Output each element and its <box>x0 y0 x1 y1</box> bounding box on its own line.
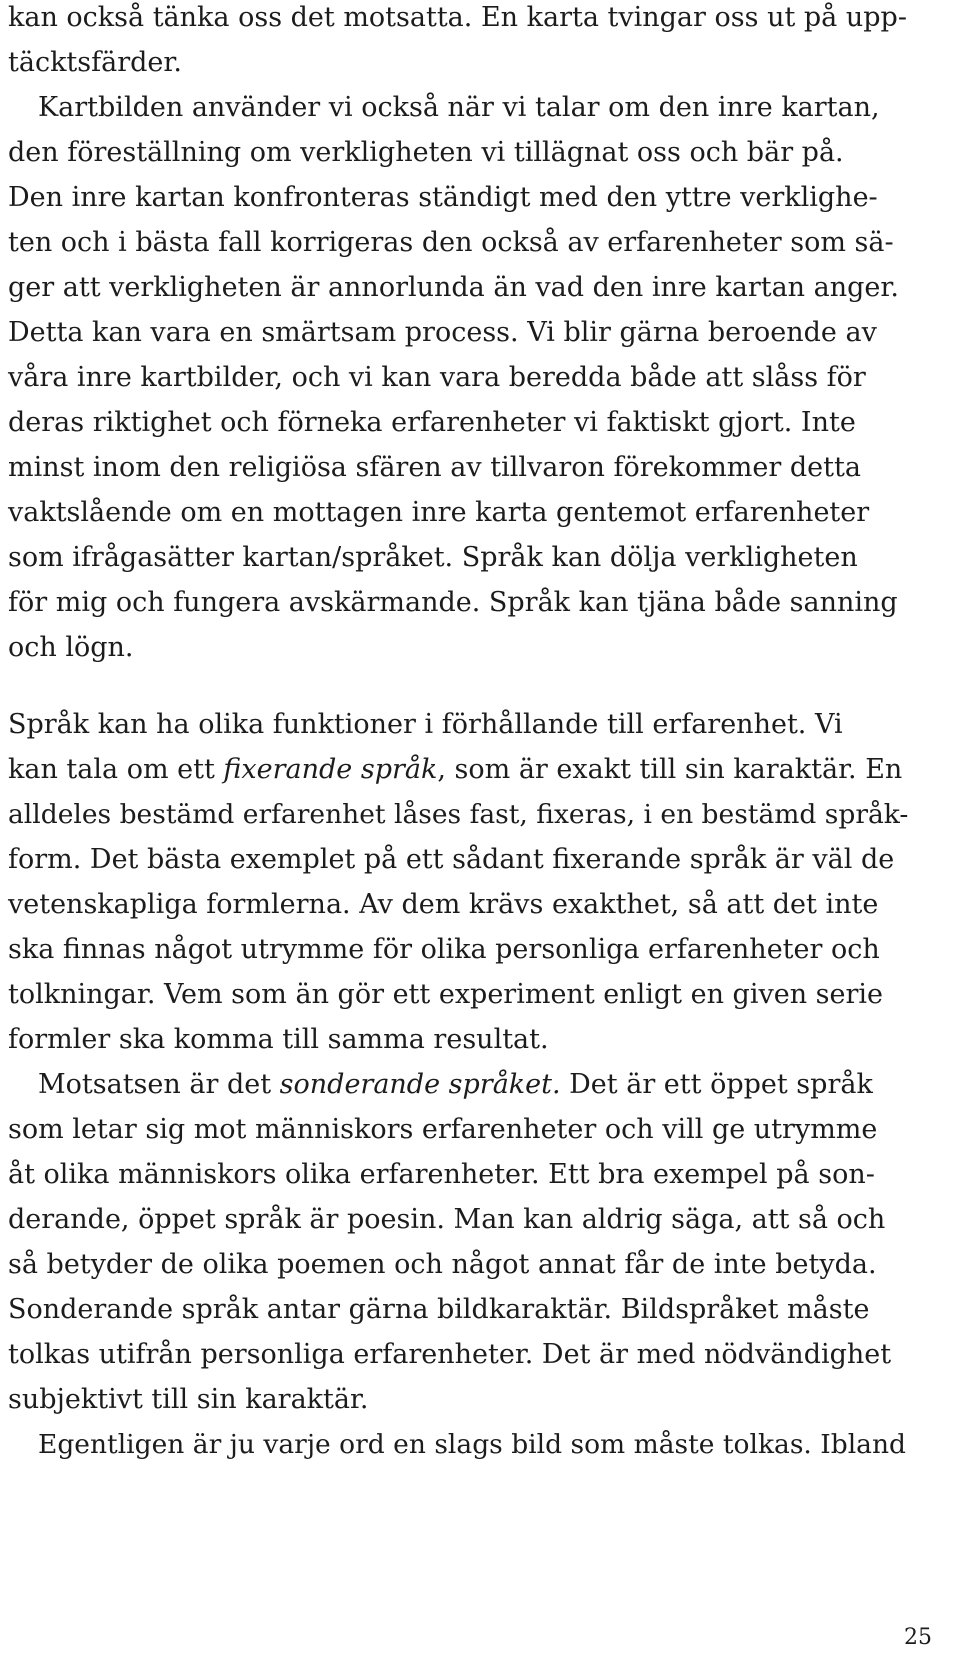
text-line: Språk kan ha olika funktioner i förhållande till erfarenhet. Vi <box>8 709 843 740</box>
text-line: våra inre kartbilder, och vi kan vara beredda både att slåss för <box>8 362 866 393</box>
text-line: åt olika människors olika erfarenheter. Ett bra exempel på son- <box>8 1159 875 1190</box>
text-line: ger att verkligheten är annorlunda än vad den inre kartan anger. <box>8 272 899 303</box>
text-line: och lögn. <box>8 632 134 663</box>
text-line: Sonderande språk antar gärna bildkaraktär. Bildspråket måste <box>8 1294 870 1325</box>
text-line: kan också tänka oss det motsatta. En karta tvingar oss ut på upp- <box>8 2 907 33</box>
text-line: deras riktighet och förneka erfarenheter vi faktiskt gjort. Inte <box>8 407 856 438</box>
text-line: derande, öppet språk är poesin. Man kan aldrig säga, att så och <box>8 1204 886 1235</box>
text-line: Detta kan vara en smärtsam process. Vi blir gärna beroende av <box>8 317 877 348</box>
text-run: Det är ett öppet språk <box>560 1069 873 1100</box>
text-line: ska finnas något utrymme för olika personliga erfarenheter och <box>8 934 880 965</box>
text-line: vetenskapliga formlerna. Av dem krävs exakthet, så att det inte <box>8 889 879 920</box>
text-run: kan tala om ett <box>8 754 224 785</box>
text-line: ten och i bästa fall korrigeras den också av erfarenheter som sä- <box>8 227 894 258</box>
text-line: Kartbilden använder vi också när vi talar om den inre kartan, <box>38 92 880 123</box>
page-number: 25 <box>904 1625 932 1650</box>
text-line: tolkas utifrån personliga erfarenheter. Det är med nödvändighet <box>8 1339 892 1370</box>
text-line: vaktslående om en mottagen inre karta gentemot erfarenheter <box>8 497 870 528</box>
text-run: , som är exakt till sin karaktär. En <box>437 754 903 785</box>
text-line: alldeles bestämd erfarenhet låses fast, fixeras, i en bestämd språk- <box>8 799 909 830</box>
text-line: som letar sig mot människors erfarenheter och vill ge utrymme <box>8 1114 878 1145</box>
text-line: för mig och fungera avskärmande. Språk kan tjäna både sanning <box>8 587 898 618</box>
text-line: täcktsfärder. <box>8 47 182 78</box>
text-line: form. Det bästa exemplet på ett sådant fixerande språk är väl de <box>8 844 895 875</box>
italic-term-sonderande: sonderande språket. <box>279 1069 561 1100</box>
text-block-upper <box>8 0 908 670</box>
text-line <box>8 1062 908 1107</box>
italic-term-fixerande: fixerande språk <box>223 754 438 785</box>
text-line: tolkningar. Vem som än gör ett experiment enligt en given serie <box>8 979 884 1010</box>
text-line: subjektivt till sin karaktär. <box>8 1384 369 1415</box>
text-line: Egentligen är ju varje ord en slags bild som måste tolkas. Ibland <box>38 1429 907 1460</box>
text-block-lower <box>8 702 908 1467</box>
text-line: minst inom den religiösa sfären av tillvaron förekommer detta <box>8 452 861 483</box>
text-line <box>8 747 908 792</box>
text-line: den föreställning om verkligheten vi tillägnat oss och bär på. <box>8 137 844 168</box>
text-run: Motsatsen är det <box>38 1069 280 1100</box>
text-line: så betyder de olika poemen och något annat får de inte betyda. <box>8 1249 877 1280</box>
text-line: Den inre kartan konfronteras ständigt med den yttre verklighe- <box>8 182 878 213</box>
text-line: som ifrågasätter kartan/språket. Språk kan dölja verkligheten <box>8 542 858 573</box>
text-line: formler ska komma till samma resultat. <box>8 1024 549 1055</box>
